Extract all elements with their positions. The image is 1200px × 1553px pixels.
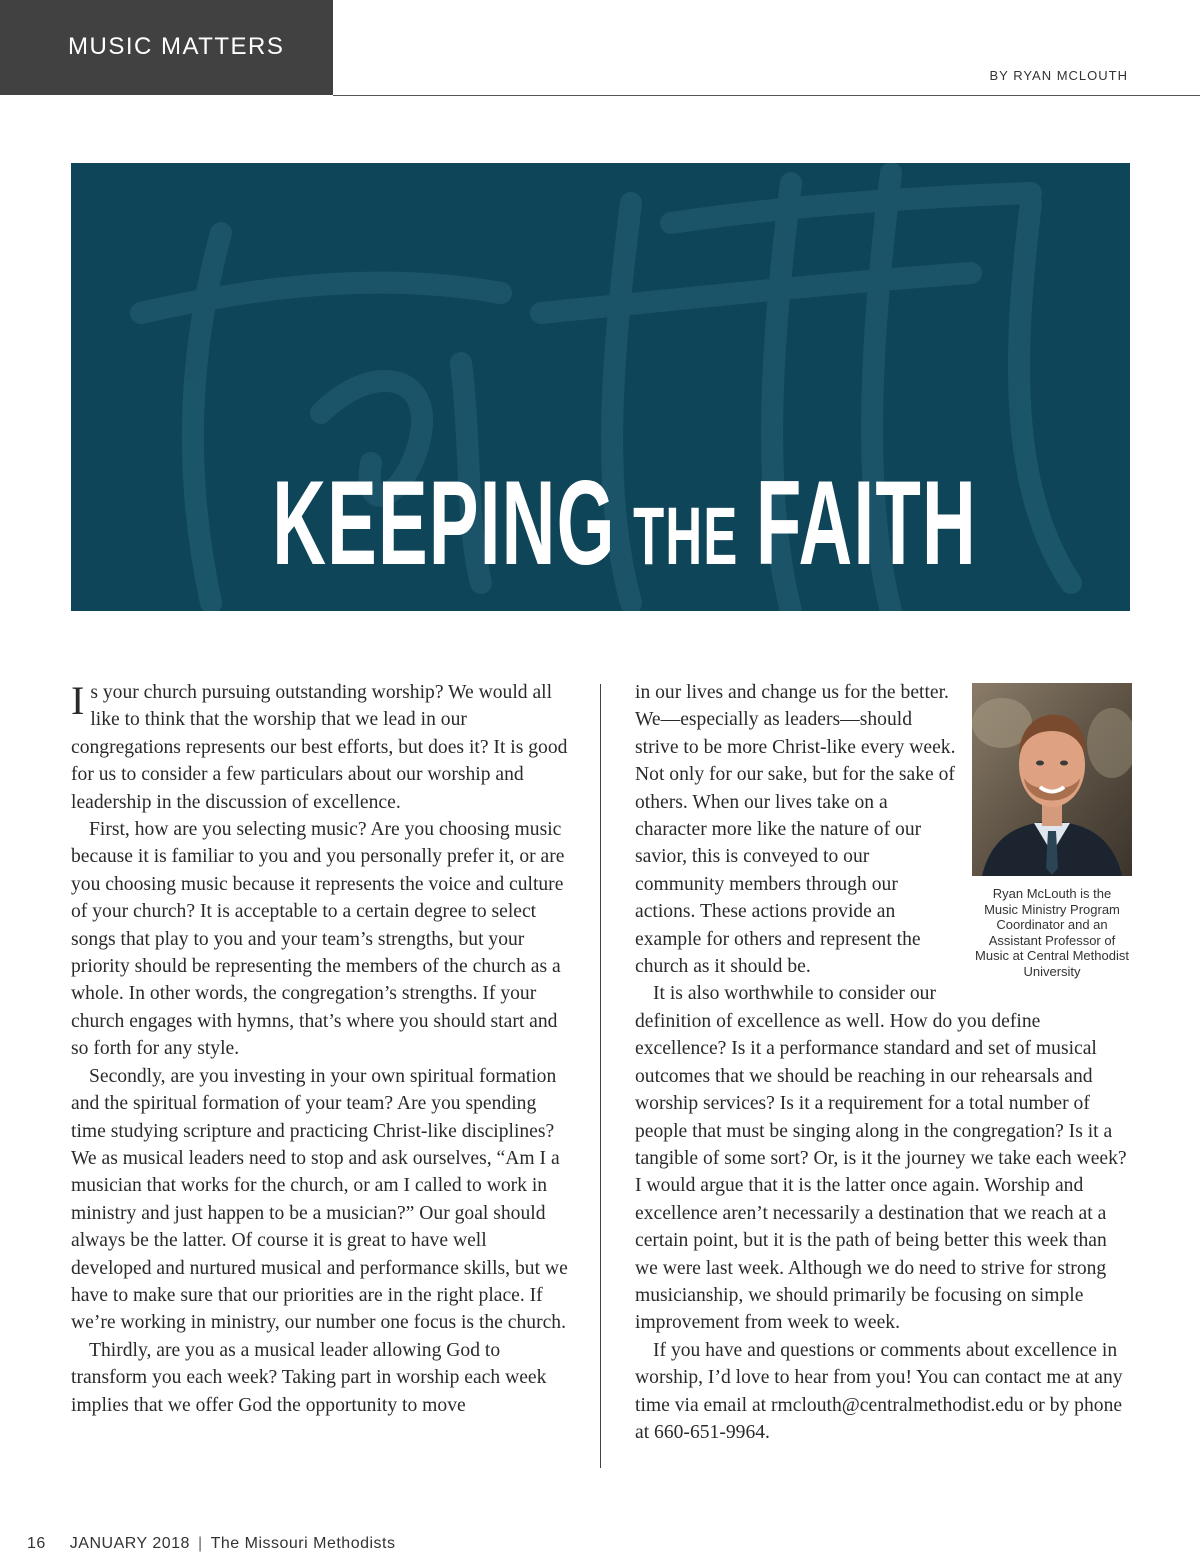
page-footer	[27, 1535, 395, 1553]
title-the: THE	[633, 491, 739, 582]
article-paragraph: If you have and questions or comments about excellence in worship, I’d love to hear from you! You can contact me at any time via email at rmclouth@centralmethodist.edu or by phone at 660-651-9964.	[635, 1339, 1123, 1443]
article-paragraph: First, how are you selecting music? Are you choosing music because it is familiar to you and you personally prefer it, or are you choosing music because it represents the voice and culture of your church? It is acceptable to a certain degree to select songs that play to you and your team’s strengths, but your priority should be representing the members of the church as a whole. In other words, the congregation’s strengths. If your church engages with hymns, that’s where you should start and so forth for any style.	[71, 819, 565, 1060]
issue-date: JANUARY 2018	[69, 1535, 190, 1552]
author-photo	[972, 683, 1132, 876]
article-paragraph: in our lives and change us for the better. We—especially as leaders—should strive to be more Christ-like every week. Not only for our sake, but for the sake of others. When our lives take on a character more like the nature of our savior, this is conveyed to our community members through our actions. These actions provide an example for others and represent the church as it should be.	[635, 682, 956, 978]
article-paragraph: Secondly, are you investing in your own spiritual formation and the spiritual formation of your team? Are you spending time studying scripture and practicing Christ-like disciplines? We as musical leaders need to stop and ask ourselves, “Am I a musician that works for the church, or am I called to work in ministry and just happen to be a musician?” Our goal should always be the latter. Of course it is great to have well developed and nurtured musical and performance skills, but we have to make sure that our priorities are in the right place. If we’re working in ministry, our number one focus is the church.	[71, 1065, 568, 1334]
title-faith: FAITH	[755, 456, 978, 590]
section-tab	[0, 0, 333, 95]
article-column-right	[635, 679, 1130, 1446]
publication-name: The Missouri Methodists	[210, 1535, 396, 1552]
column-divider	[600, 684, 601, 1468]
banner-title	[272, 456, 978, 597]
title-banner	[71, 163, 1130, 611]
author-photo-block	[972, 683, 1132, 980]
drop-cap: I	[71, 678, 85, 723]
header-rule	[333, 95, 1200, 96]
byline: BY RYAN MCLOUTH	[989, 68, 1128, 83]
article-paragraph: It is also worthwhile to consider our definition of excellence as well. How do you define excellence? Is it a performance standard and set of musical outcomes that we should be reaching in our rehearsals and worship services? Is it a requirement for a total number of people that must be singing along in the congregation? Is it a tangible of some sort? Or, is it the journey we take each week? I would argue that it is the latter once again. Worship and excellence aren’t necessarily a destination that we reach at a certain point, but it is the path of being better this week than we were last week. Although we do need to strive for strong musicianship, we should primarily be focusing on simple improvement from week to week.	[635, 983, 1127, 1334]
footer-separator: |	[197, 1535, 203, 1552]
page-number: 16	[27, 1535, 46, 1552]
article-paragraph: Is your church pursuing outstanding worship? We would all like to think that the worship that we lead in our congregations represents our best efforts, but does it? It is good for us to consider a few particulars about our worship and leadership in the discussion of excellence.	[71, 678, 568, 813]
title-keeping: KEEPING	[272, 456, 616, 590]
section-title: MUSIC MATTERS	[68, 33, 285, 60]
article-paragraph: Thirdly, are you as a musical leader allowing God to transform you each week? Taking part in worship each week implies that we offer God the opportunity to move	[71, 1339, 547, 1416]
photo-caption: Ryan McLouth is the Music Ministry Program Coordinator and an Assistant Professor of Music at Central Methodist University	[975, 886, 1129, 979]
article-column-left	[71, 679, 569, 1419]
